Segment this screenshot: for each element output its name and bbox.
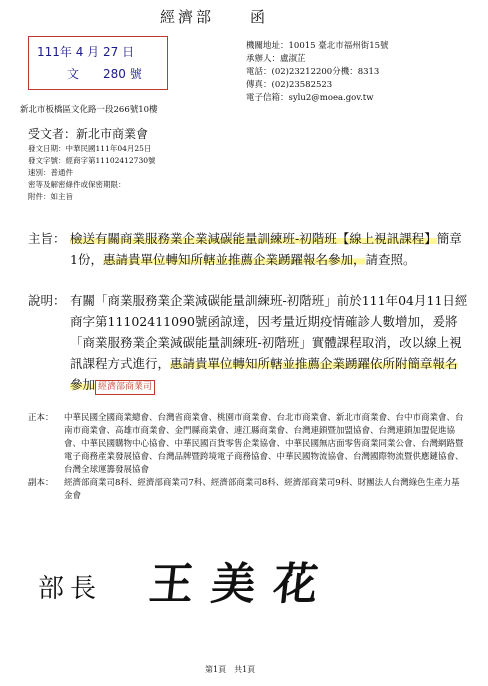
signature-name: 王美花 [146, 559, 339, 610]
email-address: 電子信箱：sylu2@moea.gov.tw [246, 93, 374, 103]
explanation-request-highlight: 惠請貴單位轉知所轄並推薦企業踴躍依所附簡章報名參加 [70, 356, 458, 392]
secondary-copies-text: 經濟部商業司8科、經濟部商業司7科、經濟部商業司8科、經濟部商業司9科、財團法人台灣綠色生產力基金會 [64, 478, 460, 501]
primary-copies-text: 中華民國全國商業總會、台灣省商業會、桃園市商業會、台北市商業會、新北市商業會、台中市商業會、台南市商業會、高雄市商業會、金門縣商業會、連江縣商業會、台灣連鎖暨加盟協會、台灣連鎖加盟促進協會、中華民國購物中心協會、中華民國百貨零售企業協會、中華民國無店面零售商業同業公會、台灣網路暨電子商務產業發展協會、台灣品牌暨跨境電子商務協會、中華民國物流協會、台灣國際物流暨供應鏈協會、台灣全球運籌發展協會 [64, 413, 464, 475]
subject-section [28, 228, 468, 270]
phone-number: 電話：(02)23212200分機：8313 [246, 67, 380, 77]
primary-copies-label: 正本： [28, 413, 54, 423]
receiver: 受文者：新北市商業會 [28, 127, 149, 141]
subject-request-highlight: 惠請貴單位轉知所轄並推薦企業踴躍報名參加， [102, 252, 366, 267]
explanation-label: 說明： [28, 293, 66, 308]
subject-text-highlight: 檢送有關商業服務業企業減碳能量訓練班-初階班【線上視訊課程】 [70, 231, 437, 246]
stamp-date: 111年 4 月 27 日 [37, 45, 135, 59]
explanation-text: 有關「商業服務業企業減碳能量訓練班-初階班」前於111年04月11日經商字第11102411090號函諒達，因考量近期疫情確診人數增加，爰將「商業服務業企業減碳能量訓練班-初階班」實體課程取消，改以線上視訊課程方式進行， [70, 293, 468, 371]
agency-address: 機關地址：10015 臺北市福州街15號 [246, 41, 389, 51]
explanation-section [28, 290, 468, 395]
secondary-copies-label: 副本： [28, 478, 54, 488]
received-date-stamp [28, 36, 168, 90]
issue-number: 發文字號：經商字第11102412730號 [28, 156, 156, 165]
copies-section [28, 412, 468, 503]
issue-date: 發文日期：中華民國111年04月25日 [28, 144, 152, 153]
document-title: 經濟部 函 [160, 8, 269, 26]
seal-stamp: 經濟部商業司 [95, 380, 155, 395]
page-number: 第1頁 共1頁 [205, 665, 256, 674]
subject-closing: 請查照。 [365, 252, 416, 267]
contact-person: 承辦人：盧淑芷 [246, 54, 306, 64]
urgency: 速別：普通件 [28, 168, 73, 177]
recipient-address: 新北市板橋區文化路一段266號10樓 [20, 105, 158, 115]
confidentiality: 密等及解密條件或保密期限： [28, 180, 126, 189]
attachment: 附件：如主旨 [28, 192, 73, 201]
fax-number: 傳真：(02)23582523 [246, 80, 333, 90]
signature-title: 部長 [38, 574, 103, 604]
stamp-number: 文 280 號 [67, 67, 142, 81]
subject-text: 簡章1份， [70, 231, 462, 267]
subject-label: 主旨： [28, 231, 66, 246]
